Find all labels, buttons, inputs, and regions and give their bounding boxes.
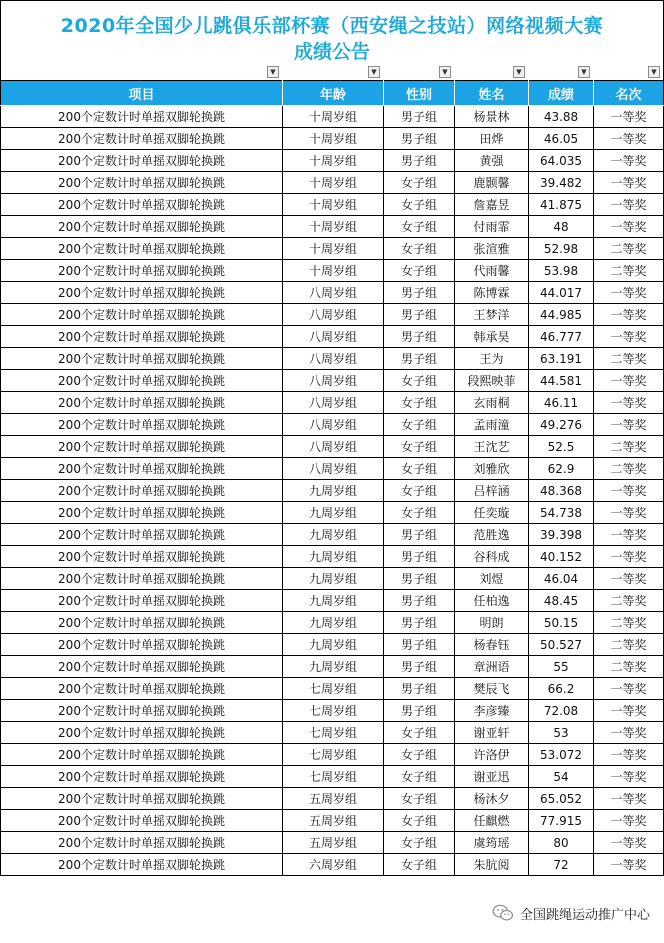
cell-name: 詹嘉昱 [455, 194, 529, 216]
cell-score: 62.9 [529, 458, 594, 480]
cell-gender: 女子组 [384, 370, 455, 392]
cell-rank: 二等奖 [594, 634, 664, 656]
cell-event: 200个定数计时单摇双脚轮换跳 [1, 150, 283, 172]
cell-score: 52.5 [529, 436, 594, 458]
cell-event: 200个定数计时单摇双脚轮换跳 [1, 546, 283, 568]
table-row [1, 480, 664, 502]
cell-event: 200个定数计时单摇双脚轮换跳 [1, 348, 283, 370]
cell-event: 200个定数计时单摇双脚轮换跳 [1, 788, 283, 810]
cell-gender: 男子组 [384, 282, 455, 304]
cell-event: 200个定数计时单摇双脚轮换跳 [1, 106, 283, 128]
cell-rank: 二等奖 [594, 612, 664, 634]
table-row [1, 502, 664, 524]
cell-age-group: 九周岁组 [283, 546, 384, 568]
cell-rank: 一等奖 [594, 150, 664, 172]
cell-name: 明朗 [455, 612, 529, 634]
cell-gender: 女子组 [384, 788, 455, 810]
table-row [1, 766, 664, 788]
cell-name: 朱肮阅 [455, 854, 529, 876]
page-title: 2020年全国少儿跳俱乐部杯赛（西安绳之技站）网络视频大赛 [60, 15, 604, 37]
cell-name: 虞筠瑶 [455, 832, 529, 854]
cell-score: 54 [529, 766, 594, 788]
table-row [1, 722, 664, 744]
column-header-score[interactable]: 成绩 [529, 81, 594, 106]
cell-score: 41.875 [529, 194, 594, 216]
cell-name: 范胜逸 [455, 524, 529, 546]
cell-score: 53 [529, 722, 594, 744]
cell-event: 200个定数计时单摇双脚轮换跳 [1, 678, 283, 700]
cell-rank: 二等奖 [594, 436, 664, 458]
cell-rank: 二等奖 [594, 656, 664, 678]
page-subtitle: 成绩公告 [293, 41, 370, 63]
cell-age-group: 十周岁组 [283, 150, 384, 172]
cell-score: 48.368 [529, 480, 594, 502]
cell-rank: 一等奖 [594, 128, 664, 150]
cell-rank: 一等奖 [594, 788, 664, 810]
cell-age-group: 十周岁组 [283, 238, 384, 260]
cell-name: 代雨馨 [455, 260, 529, 282]
cell-event: 200个定数计时单摇双脚轮换跳 [1, 370, 283, 392]
cell-score: 53.072 [529, 744, 594, 766]
cell-name: 段熙映菲 [455, 370, 529, 392]
table-row [1, 216, 664, 238]
cell-age-group: 九周岁组 [283, 568, 384, 590]
table-row [1, 150, 664, 172]
dropdown-icon[interactable]: ▼ [439, 66, 451, 78]
dropdown-icon[interactable]: ▼ [578, 66, 590, 78]
cell-rank: 一等奖 [594, 700, 664, 722]
cell-gender: 女子组 [384, 458, 455, 480]
cell-name: 谷科成 [455, 546, 529, 568]
cell-event: 200个定数计时单摇双脚轮换跳 [1, 568, 283, 590]
column-header-age[interactable]: 年龄 [283, 81, 384, 106]
dropdown-icon[interactable]: ▼ [513, 66, 525, 78]
cell-score: 39.482 [529, 172, 594, 194]
cell-name: 韩承昊 [455, 326, 529, 348]
cell-gender: 女子组 [384, 722, 455, 744]
cell-age-group: 九周岁组 [283, 480, 384, 502]
table-row [1, 568, 664, 590]
table-row [1, 634, 664, 656]
cell-rank: 一等奖 [594, 480, 664, 502]
cell-score: 50.527 [529, 634, 594, 656]
cell-score: 55 [529, 656, 594, 678]
cell-gender: 男子组 [384, 348, 455, 370]
cell-name: 李彦臻 [455, 700, 529, 722]
table-row [1, 612, 664, 634]
cell-gender: 女子组 [384, 810, 455, 832]
table-row [1, 832, 664, 854]
cell-score: 46.11 [529, 392, 594, 414]
cell-rank: 一等奖 [594, 766, 664, 788]
cell-name: 刘煜 [455, 568, 529, 590]
cell-score: 44.581 [529, 370, 594, 392]
cell-age-group: 八周岁组 [283, 392, 384, 414]
cell-age-group: 九周岁组 [283, 524, 384, 546]
cell-age-group: 九周岁组 [283, 656, 384, 678]
cell-gender: 男子组 [384, 634, 455, 656]
dropdown-icon[interactable]: ▼ [368, 66, 380, 78]
cell-age-group: 九周岁组 [283, 502, 384, 524]
cell-age-group: 八周岁组 [283, 414, 384, 436]
table-row [1, 392, 664, 414]
cell-score: 65.052 [529, 788, 594, 810]
table-row [1, 678, 664, 700]
cell-name: 陈博霖 [455, 282, 529, 304]
cell-event: 200个定数计时单摇双脚轮换跳 [1, 766, 283, 788]
table-row [1, 788, 664, 810]
cell-score: 46.05 [529, 128, 594, 150]
cell-name: 樊辰飞 [455, 678, 529, 700]
cell-gender: 男子组 [384, 612, 455, 634]
cell-score: 53.98 [529, 260, 594, 282]
dropdown-icon[interactable]: ▼ [648, 66, 660, 78]
table-row [1, 260, 664, 282]
cell-score: 50.15 [529, 612, 594, 634]
cell-age-group: 七周岁组 [283, 744, 384, 766]
table-row [1, 282, 664, 304]
cell-rank: 一等奖 [594, 392, 664, 414]
table-row [1, 744, 664, 766]
cell-score: 48.45 [529, 590, 594, 612]
cell-age-group: 十周岁组 [283, 172, 384, 194]
cell-gender: 女子组 [384, 172, 455, 194]
cell-rank: 一等奖 [594, 370, 664, 392]
cell-event: 200个定数计时单摇双脚轮换跳 [1, 524, 283, 546]
cell-name: 吕梓涵 [455, 480, 529, 502]
cell-score: 52.98 [529, 238, 594, 260]
cell-age-group: 十周岁组 [283, 260, 384, 282]
cell-event: 200个定数计时单摇双脚轮换跳 [1, 612, 283, 634]
table-row [1, 810, 664, 832]
cell-rank: 一等奖 [594, 304, 664, 326]
cell-name: 王为 [455, 348, 529, 370]
cell-gender: 女子组 [384, 766, 455, 788]
cell-score: 54.738 [529, 502, 594, 524]
cell-gender: 男子组 [384, 590, 455, 612]
cell-event: 200个定数计时单摇双脚轮换跳 [1, 216, 283, 238]
cell-event: 200个定数计时单摇双脚轮换跳 [1, 436, 283, 458]
cell-age-group: 八周岁组 [283, 304, 384, 326]
cell-rank: 一等奖 [594, 502, 664, 524]
cell-gender: 女子组 [384, 238, 455, 260]
table-row [1, 348, 664, 370]
cell-event: 200个定数计时单摇双脚轮换跳 [1, 304, 283, 326]
table-row [1, 172, 664, 194]
column-header-gender[interactable]: 性别 [384, 81, 455, 106]
cell-score: 49.276 [529, 414, 594, 436]
cell-score: 80 [529, 832, 594, 854]
cell-event: 200个定数计时单摇双脚轮换跳 [1, 722, 283, 744]
cell-name: 王沈艺 [455, 436, 529, 458]
cell-name: 田烨 [455, 128, 529, 150]
table-row [1, 326, 664, 348]
cell-event: 200个定数计时单摇双脚轮换跳 [1, 854, 283, 876]
table-body [1, 106, 664, 876]
cell-rank: 一等奖 [594, 524, 664, 546]
cell-name: 杨春钰 [455, 634, 529, 656]
cell-gender: 女子组 [384, 480, 455, 502]
cell-event: 200个定数计时单摇双脚轮换跳 [1, 128, 283, 150]
cell-gender: 女子组 [384, 392, 455, 414]
cell-name: 孟雨潼 [455, 414, 529, 436]
cell-age-group: 八周岁组 [283, 326, 384, 348]
wechat-icon [492, 904, 514, 922]
table-row [1, 524, 664, 546]
cell-gender: 男子组 [384, 678, 455, 700]
cell-gender: 男子组 [384, 128, 455, 150]
cell-score: 39.398 [529, 524, 594, 546]
cell-event: 200个定数计时单摇双脚轮换跳 [1, 392, 283, 414]
cell-name: 黄强 [455, 150, 529, 172]
cell-event: 200个定数计时单摇双脚轮换跳 [1, 238, 283, 260]
cell-score: 77.915 [529, 810, 594, 832]
cell-age-group: 十周岁组 [283, 194, 384, 216]
cell-score: 46.04 [529, 568, 594, 590]
cell-age-group: 七周岁组 [283, 722, 384, 744]
cell-gender: 女子组 [384, 260, 455, 282]
cell-name: 任柏逸 [455, 590, 529, 612]
cell-event: 200个定数计时单摇双脚轮换跳 [1, 414, 283, 436]
cell-rank: 二等奖 [594, 590, 664, 612]
cell-gender: 女子组 [384, 194, 455, 216]
table-row [1, 414, 664, 436]
table-row [1, 370, 664, 392]
cell-gender: 男子组 [384, 150, 455, 172]
cell-age-group: 十周岁组 [283, 216, 384, 238]
cell-name: 玄雨桐 [455, 392, 529, 414]
cell-gender: 女子组 [384, 854, 455, 876]
cell-score: 64.035 [529, 150, 594, 172]
cell-name: 章洲语 [455, 656, 529, 678]
cell-age-group: 十周岁组 [283, 128, 384, 150]
cell-event: 200个定数计时单摇双脚轮换跳 [1, 282, 283, 304]
cell-gender: 男子组 [384, 326, 455, 348]
cell-rank: 一等奖 [594, 194, 664, 216]
cell-gender: 女子组 [384, 216, 455, 238]
column-header-rank[interactable]: 名次 [594, 81, 664, 106]
cell-score: 40.152 [529, 546, 594, 568]
cell-event: 200个定数计时单摇双脚轮换跳 [1, 458, 283, 480]
cell-age-group: 十周岁组 [283, 106, 384, 128]
cell-event: 200个定数计时单摇双脚轮换跳 [1, 194, 283, 216]
cell-rank: 一等奖 [594, 744, 664, 766]
cell-event: 200个定数计时单摇双脚轮换跳 [1, 326, 283, 348]
cell-rank: 二等奖 [594, 238, 664, 260]
table-row [1, 656, 664, 678]
cell-age-group: 七周岁组 [283, 678, 384, 700]
cell-name: 任麒燃 [455, 810, 529, 832]
cell-event: 200个定数计时单摇双脚轮换跳 [1, 260, 283, 282]
cell-gender: 女子组 [384, 832, 455, 854]
footer-text: 全国跳绳运动推广中心 [519, 907, 650, 923]
cell-rank: 一等奖 [594, 216, 664, 238]
cell-event: 200个定数计时单摇双脚轮换跳 [1, 172, 283, 194]
cell-rank: 一等奖 [594, 414, 664, 436]
cell-name: 张渲雅 [455, 238, 529, 260]
cell-score: 63.191 [529, 348, 594, 370]
cell-score: 72.08 [529, 700, 594, 722]
cell-score: 43.88 [529, 106, 594, 128]
cell-age-group: 五周岁组 [283, 788, 384, 810]
cell-gender: 男子组 [384, 656, 455, 678]
cell-name: 许洛伊 [455, 744, 529, 766]
cell-rank: 一等奖 [594, 106, 664, 128]
cell-rank: 一等奖 [594, 546, 664, 568]
cell-gender: 男子组 [384, 700, 455, 722]
cell-age-group: 九周岁组 [283, 612, 384, 634]
table-header-row [1, 81, 664, 106]
cell-event: 200个定数计时单摇双脚轮换跳 [1, 832, 283, 854]
cell-gender: 女子组 [384, 744, 455, 766]
cell-age-group: 九周岁组 [283, 590, 384, 612]
table-row [1, 854, 664, 876]
cell-event: 200个定数计时单摇双脚轮换跳 [1, 502, 283, 524]
cell-gender: 男子组 [384, 524, 455, 546]
cell-event: 200个定数计时单摇双脚轮换跳 [1, 590, 283, 612]
cell-age-group: 五周岁组 [283, 832, 384, 854]
table-row [1, 436, 664, 458]
table-row [1, 590, 664, 612]
cell-name: 付雨霏 [455, 216, 529, 238]
cell-name: 鹿颢馨 [455, 172, 529, 194]
cell-rank: 一等奖 [594, 326, 664, 348]
column-header-name[interactable]: 姓名 [455, 81, 529, 106]
cell-age-group: 八周岁组 [283, 370, 384, 392]
cell-rank: 一等奖 [594, 854, 664, 876]
cell-gender: 男子组 [384, 568, 455, 590]
cell-event: 200个定数计时单摇双脚轮换跳 [1, 656, 283, 678]
cell-rank: 二等奖 [594, 458, 664, 480]
table-row [1, 238, 664, 260]
cell-score: 44.017 [529, 282, 594, 304]
cell-score: 72 [529, 854, 594, 876]
cell-age-group: 八周岁组 [283, 282, 384, 304]
filter-button-row [0, 66, 664, 80]
cell-gender: 男子组 [384, 304, 455, 326]
table-row [1, 194, 664, 216]
cell-gender: 女子组 [384, 502, 455, 524]
cell-event: 200个定数计时单摇双脚轮换跳 [1, 700, 283, 722]
cell-event: 200个定数计时单摇双脚轮换跳 [1, 810, 283, 832]
footer-watermark [492, 902, 650, 924]
cell-age-group: 八周岁组 [283, 348, 384, 370]
cell-rank: 一等奖 [594, 568, 664, 590]
table-row [1, 700, 664, 722]
results-table [0, 80, 664, 876]
cell-score: 66.2 [529, 678, 594, 700]
table-row [1, 458, 664, 480]
cell-name: 任奕璇 [455, 502, 529, 524]
cell-name: 谢亚迅 [455, 766, 529, 788]
cell-event: 200个定数计时单摇双脚轮换跳 [1, 634, 283, 656]
cell-rank: 一等奖 [594, 282, 664, 304]
table-row [1, 106, 664, 128]
cell-rank: 二等奖 [594, 260, 664, 282]
cell-gender: 女子组 [384, 414, 455, 436]
cell-gender: 女子组 [384, 436, 455, 458]
cell-age-group: 五周岁组 [283, 810, 384, 832]
cell-name: 谢亚轩 [455, 722, 529, 744]
cell-rank: 一等奖 [594, 678, 664, 700]
cell-rank: 二等奖 [594, 348, 664, 370]
cell-age-group: 七周岁组 [283, 766, 384, 788]
cell-name: 杨沐夕 [455, 788, 529, 810]
cell-age-group: 七周岁组 [283, 700, 384, 722]
table-row [1, 128, 664, 150]
cell-name: 刘雅欣 [455, 458, 529, 480]
table-row [1, 546, 664, 568]
cell-gender: 男子组 [384, 106, 455, 128]
cell-age-group: 八周岁组 [283, 436, 384, 458]
cell-event: 200个定数计时单摇双脚轮换跳 [1, 480, 283, 502]
filter-active-icon[interactable]: ▼ [267, 66, 279, 78]
cell-rank: 一等奖 [594, 172, 664, 194]
cell-age-group: 八周岁组 [283, 458, 384, 480]
cell-score: 46.777 [529, 326, 594, 348]
column-header-event[interactable]: 项目 [1, 81, 283, 106]
table-row [1, 304, 664, 326]
cell-name: 王梦洋 [455, 304, 529, 326]
cell-rank: 一等奖 [594, 810, 664, 832]
cell-rank: 一等奖 [594, 722, 664, 744]
cell-rank: 一等奖 [594, 832, 664, 854]
cell-name: 杨景林 [455, 106, 529, 128]
cell-age-group: 九周岁组 [283, 634, 384, 656]
cell-event: 200个定数计时单摇双脚轮换跳 [1, 744, 283, 766]
cell-age-group: 六周岁组 [283, 854, 384, 876]
cell-gender: 男子组 [384, 546, 455, 568]
cell-score: 44.985 [529, 304, 594, 326]
cell-score: 48 [529, 216, 594, 238]
